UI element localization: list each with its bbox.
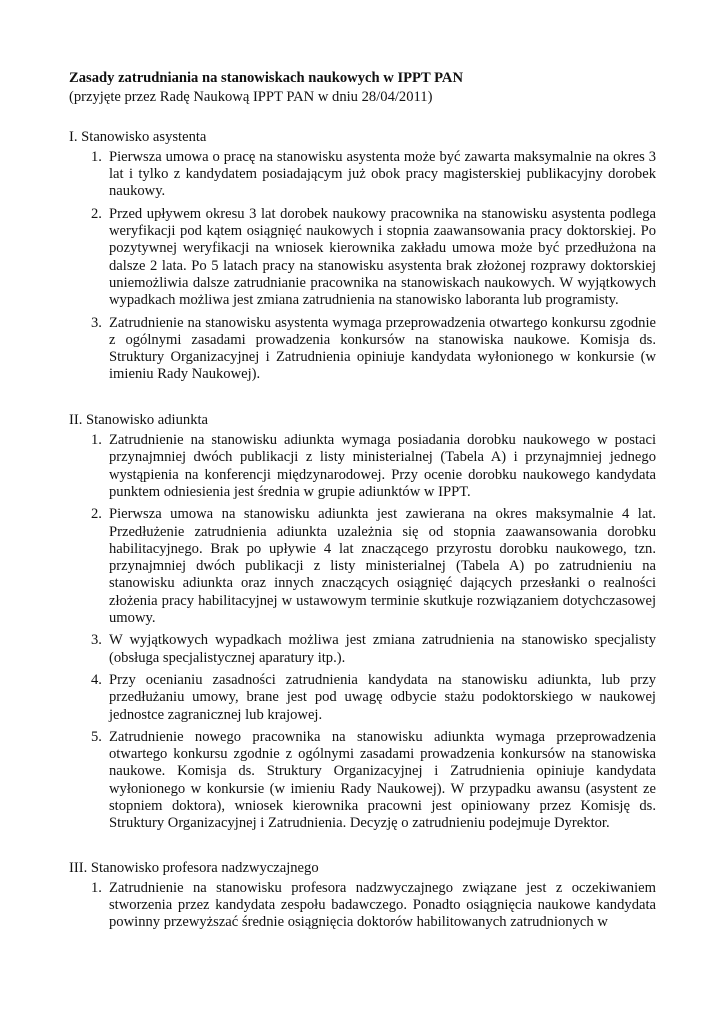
- list-item-number: 2.: [91, 205, 102, 222]
- list-item-number: 1.: [91, 148, 102, 165]
- list-item-text: Pierwsza umowa o pracę na stanowisku asystenta może być zawarta maksymalnie na okres 3 lat i tylko z kandydatem posiadającym już obok pracy magisterskiej publikacyjny dorobek naukowy.: [109, 148, 656, 200]
- list-item-text: W wyjątkowych wypadkach możliwa jest zmiana zatrudnienia na stanowisko specjalisty (obsługa specjalistycznej aparatury itp.).: [109, 632, 656, 666]
- section-list-adiunkt: [69, 432, 656, 833]
- list-item-number: 1.: [91, 879, 102, 896]
- list-item-number: 5.: [91, 728, 102, 745]
- list-item-number: 3.: [91, 632, 102, 649]
- list-item-text: Przy ocenianiu zasadności zatrudnienia kandydata na stanowisku adiunkta, lub przy przedłużaniu umowy, brane jest pod uwagę odbycie stażu podoktorskiego w naukowej jednostce zagranicznej lub krajowej.: [109, 671, 656, 723]
- list-item: [91, 506, 656, 627]
- list-item-number: 2.: [91, 506, 102, 523]
- list-item-number: 3.: [91, 314, 102, 331]
- section-heading-adiunkt: II. Stanowisko adiunkta: [69, 411, 209, 428]
- list-item: [91, 671, 656, 724]
- list-item: [91, 432, 656, 501]
- section-heading-profesor: III. Stanowisko profesora nadzwyczajnego: [69, 859, 319, 876]
- document-subtitle: (przyjęte przez Radę Naukową IPPT PAN w dniu 28/04/2011): [69, 89, 433, 106]
- section-list-profesor: [69, 880, 656, 932]
- list-item-text: Przed upływem okresu 3 lat dorobek naukowy pracownika na stanowisku asystenta podlega weryfikacji pod kątem osiągnięć naukowych i stopnia zaawansowania pracy doktorskiej. Po pozytywnej weryfikacji na wniosek kierownika zakładu umowa może być przedłużona na dalsze 2 lata. Po 5 latach pracy na stanowisku asystenta brak złożonej rozprawy doktorskiej uniemożliwia dalsze zatrudnianie pracownika na stanowiskach naukowych. W wyjątkowych wypadkach możliwa jest zmiana zatrudnienia na stanowisko laboranta lub programisty.: [109, 205, 656, 309]
- list-item-text: Zatrudnienie na stanowisku asystenta wymaga przeprowadzenia otwartego konkursu zgodnie z ogólnymi zasadami prowadzenia konkursów na stanowiska naukowe. Komisja ds. Struktury Organizacyjnej i Zatrudnienia opiniuje kandydata wyłonionego w konkursie (w imieniu Rady Naukowej).: [109, 314, 656, 383]
- document-title: Zasady zatrudniania na stanowiskach naukowych w IPPT PAN: [69, 70, 463, 86]
- list-item: [91, 879, 656, 932]
- list-item-number: 4.: [91, 671, 102, 688]
- list-item-text: Zatrudnienie nowego pracownika na stanowisku adiunkta wymaga przeprowadzenia otwartego konkursu zgodnie z ogólnymi zasadami prowadzenia konkursów na stanowiska naukowe. Komisja ds. Struktury Organizacyjnej i Zatrudnienia opiniuje kandydata wyłonionego w konkursie (w imieniu Rady Naukowej). W przypadku awansu (asystent ze stopniem doktora), wniosek kierownika pracowni jest opiniowany przez Komisję ds. Struktury Organizacyjnej i Zatrudnienia. Decyzję o zatrudnieniu podejmuje Dyrektor.: [109, 728, 656, 832]
- list-item: [91, 205, 656, 310]
- section-heading-asystent: I. Stanowisko asystenta: [69, 128, 207, 145]
- list-item: [91, 632, 656, 667]
- list-item: [91, 728, 656, 833]
- list-item-number: 1.: [91, 432, 102, 449]
- list-item-text: Zatrudnienie na stanowisku profesora nadzwyczajnego związane jest z oczekiwaniem stworzenia przez kandydata zespołu badawczego. Ponadto osiągnięcia naukowe kandydata powinny przewyższać średnie osiągnięcia doktorów habilitowanych zatrudnionych w: [109, 879, 656, 931]
- list-item: [91, 148, 656, 201]
- list-item-text: Pierwsza umowa na stanowisku adiunkta jest zawierana na okres maksymalnie 4 lat. Przedłużenie zatrudnienia adiunkta uzależnia się od stopnia zaawansowania dorobku habilitacyjnego. Brak po upływie 4 lat znaczącego przyrostu dorobku naukowego, tzn. przynajmniej dwóch publikacji z listy ministerialnej (Tabela A) po zatrudnieniu na stanowisku adiunkta oraz innych znaczących osiągnięć dających przesłanki o realności złożenia pracy habilitacyjnej w ustawowym terminie skutkuje rozwiązaniem dotychczasowej umowy.: [109, 506, 656, 627]
- list-item: [91, 314, 656, 384]
- list-item-text: Zatrudnienie na stanowisku adiunkta wymaga posiadania dorobku naukowego w postaci przynajmniej dwóch publikacji z listy ministerialnej (Tabela A) i przynajmniej jednego wystąpienia na konferencji międzynarodowej. Przy ocenie dorobku naukowego kandydata punktem odniesienia jest średnia w grupie adiunktów w IPPT.: [109, 432, 656, 500]
- section-list-asystent: [69, 149, 656, 384]
